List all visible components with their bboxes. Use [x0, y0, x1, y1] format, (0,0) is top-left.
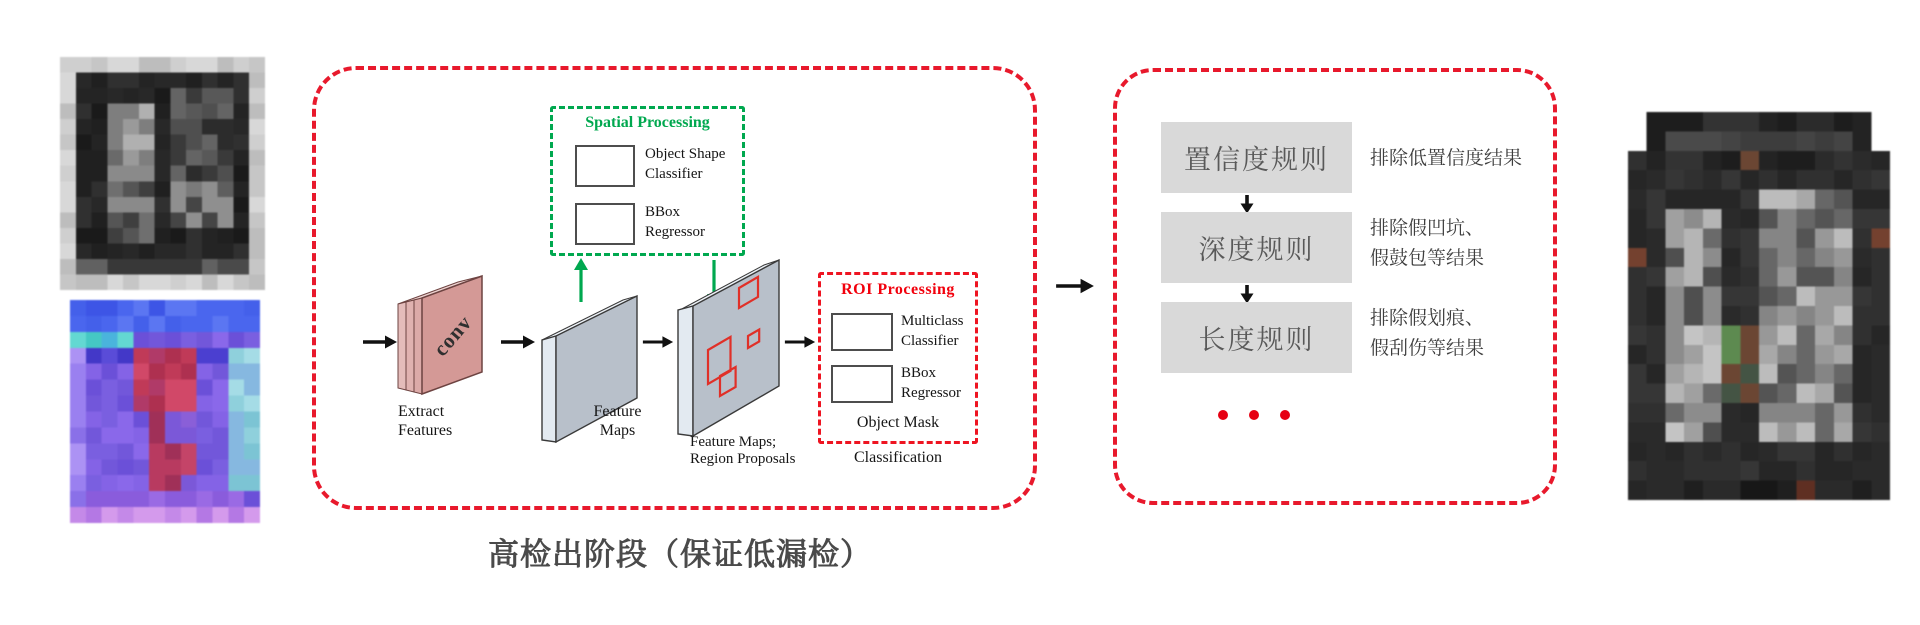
- label-line: Feature Maps;: [690, 434, 777, 450]
- label-line: Classifier: [901, 333, 959, 349]
- rule-length: 长度规则: [1161, 302, 1352, 373]
- conv-label: conv: [428, 310, 477, 361]
- dot-icon: [1249, 410, 1259, 420]
- label-line: Features: [398, 422, 453, 439]
- label-line: BBox: [901, 365, 937, 381]
- rule-depth: 深度规则: [1161, 212, 1352, 283]
- rule-confidence: 置信度规则: [1161, 122, 1352, 193]
- bbox-regressor-label-roi: [901, 363, 961, 403]
- note-line: 假鼓包等结果: [1370, 248, 1485, 269]
- arrow-right-icon: [362, 333, 398, 351]
- label-line: Regressor: [645, 224, 705, 240]
- dot-icon: [1280, 410, 1290, 420]
- region-proposals-slab: [676, 258, 782, 438]
- multiclass-classifier-box: [831, 313, 893, 351]
- feature-maps-label: [575, 402, 660, 440]
- input-image-grayscale: [60, 57, 265, 290]
- label-line: Multiclass: [901, 313, 964, 329]
- input-image-depthmap: [70, 300, 260, 523]
- spatial-processing-box: [550, 106, 745, 256]
- conv-layers-block: [398, 268, 484, 398]
- label-line: Classifier: [645, 166, 703, 182]
- arrow-right-icon: [784, 333, 816, 351]
- multiclass-classifier-label: [901, 311, 964, 351]
- label-line: Extract: [398, 403, 445, 420]
- label-line: Region Proposals: [690, 451, 796, 467]
- label-line: Regressor: [901, 385, 961, 401]
- object-shape-classifier-box: [575, 145, 635, 187]
- rule-confidence-note: [1370, 144, 1560, 174]
- rule-length-note: [1370, 304, 1560, 364]
- object-mask-label: Object Mask: [856, 414, 940, 431]
- stage-connector-arrow-icon: [1054, 276, 1096, 296]
- spatial-processing-title: Spatial Processing: [585, 114, 710, 131]
- object-shape-classifier-label: [645, 144, 725, 184]
- arrow-right-icon: [500, 333, 536, 351]
- note-line: 假刮伤等结果: [1370, 338, 1485, 359]
- ellipsis-dots: [1218, 410, 1290, 420]
- arrow-right-icon: [642, 333, 674, 351]
- dot-icon: [1218, 410, 1228, 420]
- label-line: BBox: [645, 204, 681, 220]
- note-line: 排除假凹坑、: [1370, 218, 1485, 239]
- roi-processing-title: ROI Processing: [841, 281, 955, 298]
- roi-processing-box: [818, 272, 978, 444]
- feature-maps-region-proposals-label: [690, 434, 795, 468]
- detection-stage-caption: 高检出阶段（保证低漏检）: [488, 537, 872, 572]
- bbox-regressor-box-spatial: [575, 203, 635, 245]
- bbox-regressor-box-roi: [831, 365, 893, 403]
- rule-depth-note: [1370, 214, 1560, 274]
- note-line: 排除假划痕、: [1370, 308, 1485, 329]
- bbox-regressor-label-spatial: [645, 202, 705, 242]
- label-line: Maps: [599, 422, 636, 439]
- label-line: Object Shape: [645, 146, 726, 162]
- extract-features-label: [398, 402, 452, 440]
- label-line: Feature: [593, 403, 642, 420]
- classification-label: Classification: [854, 449, 942, 466]
- result-image: [1628, 112, 1890, 500]
- note-line: 排除低置信度结果: [1370, 148, 1523, 169]
